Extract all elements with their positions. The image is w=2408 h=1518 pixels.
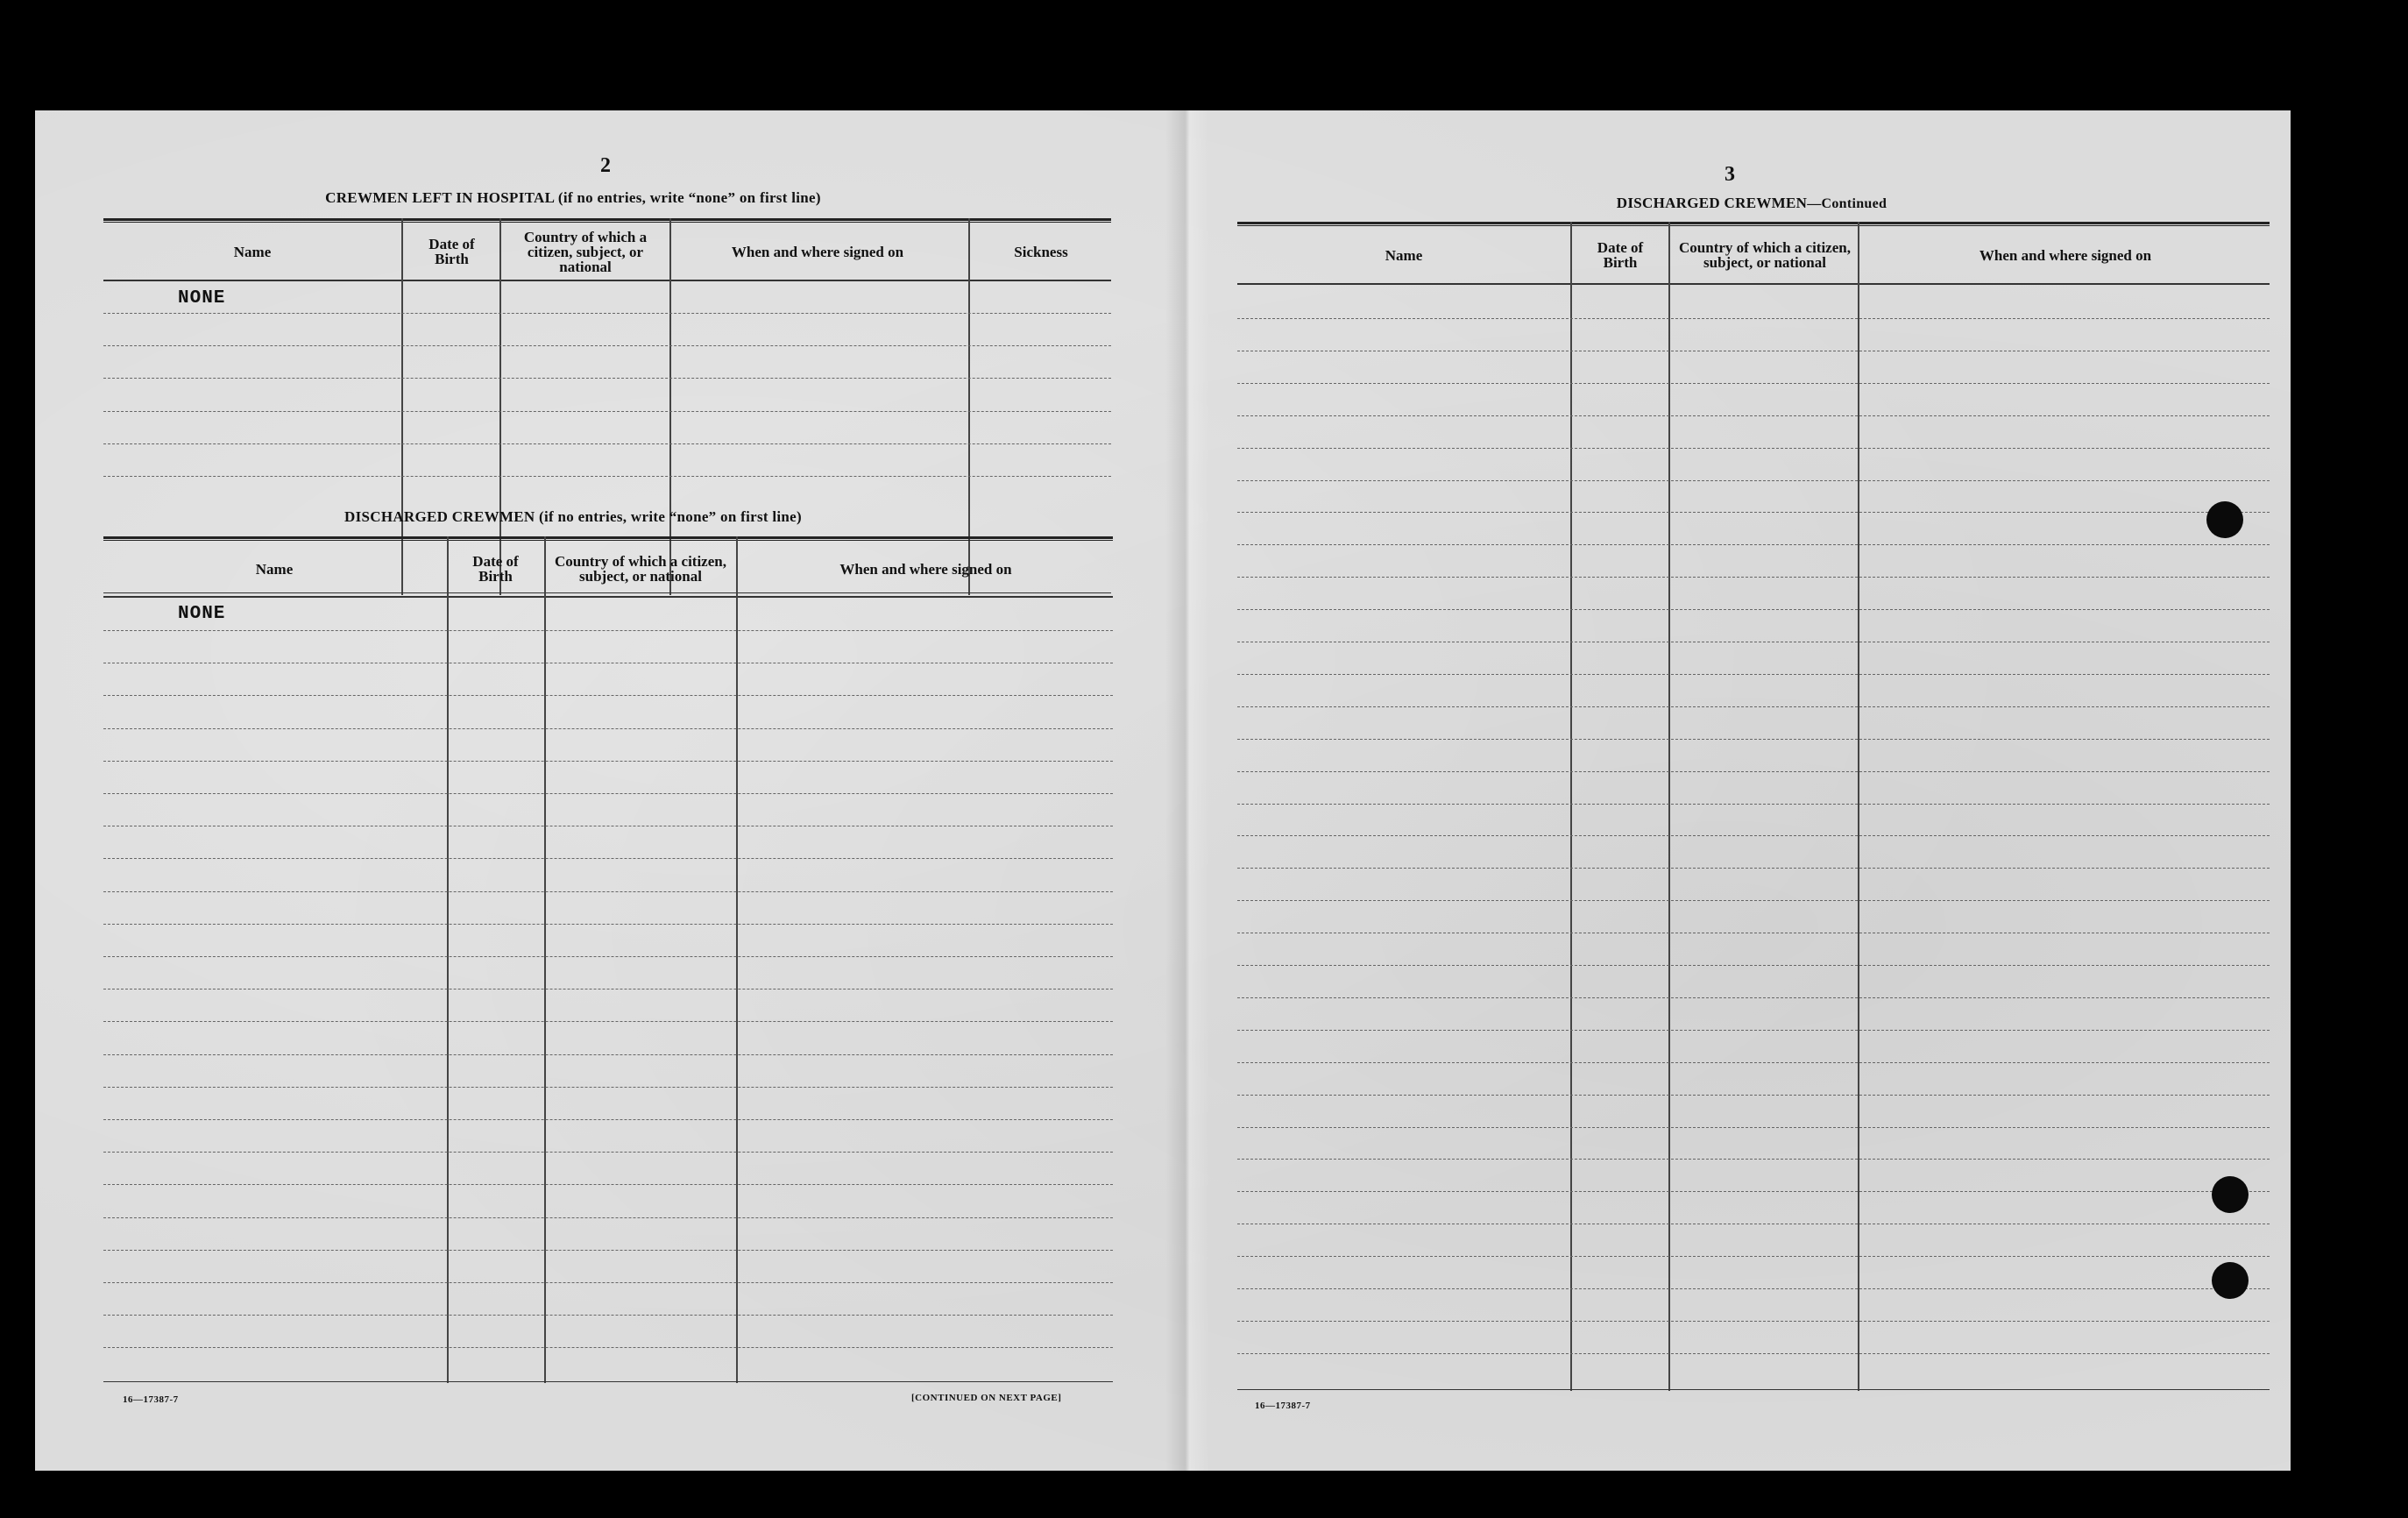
- ruled-line: [103, 924, 1113, 925]
- ruled-line: [1237, 1062, 2270, 1063]
- ruled-line: [103, 728, 1113, 729]
- ruled-line: [1237, 997, 2270, 998]
- discharged-first-entry: NONE: [178, 604, 226, 624]
- ruled-line: [1237, 1030, 2270, 1031]
- discharged-table: [103, 536, 1113, 1383]
- ruled-line: [103, 1184, 1113, 1185]
- ruled-line: [1237, 900, 2270, 901]
- ruled-line: [1237, 383, 2270, 384]
- ruled-line: [1237, 318, 2270, 319]
- hospital-header-sickness: Sickness: [1014, 243, 1068, 260]
- hospital-header-country: Country of which a citizen, subject, or national: [523, 228, 648, 275]
- binder-hole-top: [2206, 501, 2243, 538]
- ruled-line: [103, 1119, 1113, 1120]
- continued-header-name: Name: [1385, 246, 1423, 264]
- ruled-line: [1237, 609, 2270, 610]
- ruled-line: [103, 1087, 1113, 1088]
- discharged-header-signed-on: When and where signed on: [839, 560, 1012, 578]
- page-number-left: 2: [600, 154, 611, 177]
- ruled-line: [1237, 771, 2270, 772]
- continued-header-country: Country of which a citizen, subject, or national: [1679, 239, 1851, 271]
- ruled-line: [1237, 1095, 2270, 1096]
- ruled-line: [1237, 448, 2270, 449]
- ruled-line: [103, 1054, 1113, 1055]
- continued-header-date-of-birth: Date of Birth: [1597, 239, 1644, 271]
- hospital-section-title: CREWMEN LEFT IN HOSPITAL (if no entries, write “none” on first line): [325, 189, 821, 206]
- ruled-line: [1237, 1256, 2270, 1257]
- ruled-line: [103, 761, 1113, 762]
- continued-header-signed-on: When and where signed on: [1979, 246, 2152, 264]
- ruled-line: [1237, 965, 2270, 966]
- discharged-header-name: Name: [255, 560, 294, 578]
- discharged-header-country: Country of which a citizen, subject, or national: [555, 553, 726, 585]
- ruled-line: [1237, 739, 2270, 740]
- ruled-line: [103, 989, 1113, 990]
- hospital-header-name: Name: [233, 243, 272, 260]
- ruled-line: [103, 1315, 1113, 1316]
- ruled-line: [103, 793, 1113, 794]
- ruled-line: [103, 1347, 1113, 1348]
- hospital-first-entry: NONE: [178, 288, 226, 309]
- ruled-line: [1237, 415, 2270, 416]
- ruled-line: [103, 891, 1113, 892]
- hospital-header-signed-on: When and where signed on: [731, 243, 904, 260]
- ruled-line: [1237, 512, 2270, 513]
- ruled-line: [103, 1250, 1113, 1251]
- ruled-line: [1237, 1353, 2270, 1354]
- ruled-line: [103, 858, 1113, 859]
- ruled-line: [103, 1021, 1113, 1022]
- discharged-header-date-of-birth: Date of Birth: [472, 553, 519, 585]
- ruled-line: [103, 956, 1113, 957]
- ruled-line: [1237, 1127, 2270, 1128]
- ruled-line: [103, 1217, 1113, 1218]
- ruled-line: [1237, 706, 2270, 707]
- ruled-line: [1237, 577, 2270, 578]
- ruled-line: [1237, 674, 2270, 675]
- ruled-line: [1237, 1159, 2270, 1160]
- binder-hole-middle: [2212, 1176, 2249, 1213]
- page-number-right: 3: [1725, 163, 1735, 186]
- center-fold: [1165, 110, 1209, 1471]
- ruled-line: [1237, 1288, 2270, 1289]
- ruled-line: [1237, 835, 2270, 836]
- ruled-line: [103, 1152, 1113, 1153]
- ruled-line: [1237, 1191, 2270, 1192]
- form-number-right: 16—17387-7: [1255, 1401, 1311, 1411]
- ruled-line: [103, 695, 1113, 696]
- form-number-left: 16—17387-7: [123, 1394, 179, 1405]
- document-sheet: [35, 110, 2291, 1471]
- ruled-line: [1237, 1321, 2270, 1322]
- discharged-section-title: DISCHARGED CREWMEN (if no entries, write “none” on first line): [344, 508, 802, 525]
- binder-hole-bottom: [2212, 1262, 2249, 1299]
- discharged-continued-table: [1237, 222, 2270, 1391]
- hospital-header-date-of-birth: Date of Birth: [428, 236, 475, 267]
- ruled-line: [1237, 544, 2270, 545]
- table-bottom-rule: [103, 1381, 1113, 1382]
- ruled-line: [1237, 804, 2270, 805]
- ruled-line: [103, 1282, 1113, 1283]
- ruled-line: [1237, 480, 2270, 481]
- discharged-continued-title: DISCHARGED CREWMEN—Continued: [1616, 195, 1887, 211]
- ruled-line: [1237, 868, 2270, 869]
- ruled-line: [103, 630, 1113, 631]
- continued-note: [CONTINUED ON NEXT PAGE]: [911, 1393, 1062, 1403]
- table-bottom-rule: [1237, 1389, 2270, 1390]
